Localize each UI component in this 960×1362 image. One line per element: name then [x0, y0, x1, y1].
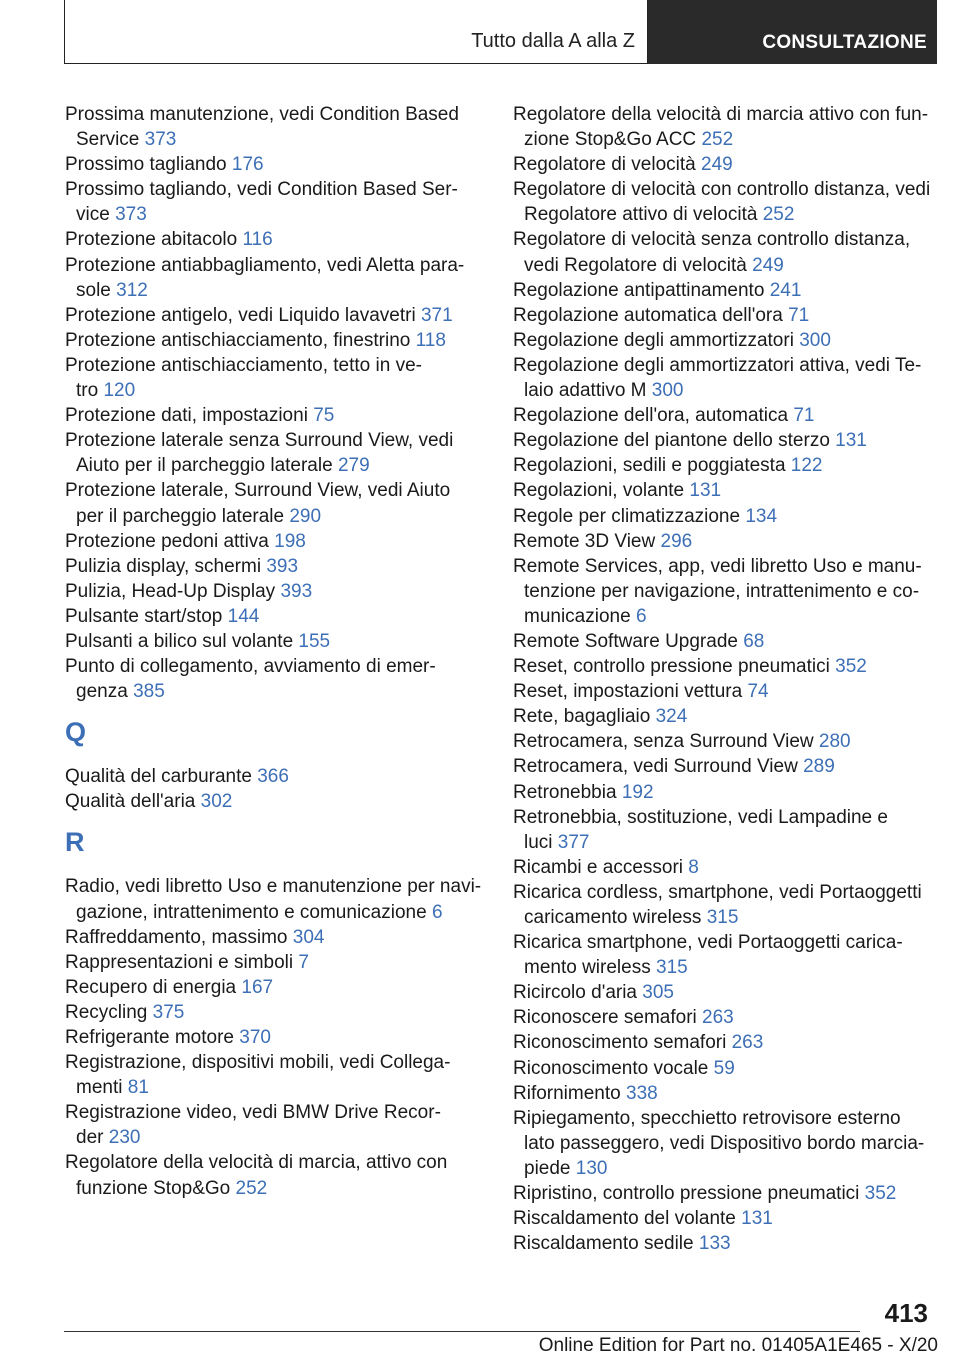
index-entry [65, 102, 477, 152]
index-entry-text: municazione [524, 605, 631, 627]
index-entry [513, 780, 933, 805]
index-entry [513, 1081, 933, 1106]
index-entry [513, 403, 933, 428]
index-entry [513, 654, 933, 679]
index-entry [65, 1000, 477, 1025]
index-entry [513, 679, 933, 704]
index-entry [513, 1181, 933, 1206]
footer-edition: Online Edition for Part no. 01405A1E465 - X/20 [538, 1335, 938, 1356]
index-entry-text: Prossima manutenzione, vedi Condition Based [65, 104, 459, 125]
index-entry [65, 604, 477, 629]
index-entry-text: piede [524, 1157, 571, 1179]
index-entry-text: Service [76, 129, 140, 151]
index-page-link[interactable]: 198 [274, 530, 306, 552]
index-entry [513, 1005, 933, 1030]
index-entry-text: Riconoscimento vocale [513, 1057, 709, 1079]
index-entry-text: zione Stop&Go ACC [524, 129, 697, 151]
index-entry [65, 579, 477, 604]
index-page-link[interactable]: 7 [298, 951, 309, 973]
index-entry-text: Riconoscimento semafori [513, 1032, 727, 1054]
index-entry [65, 328, 477, 353]
index-entry [65, 227, 477, 252]
index-page-link[interactable]: 263 [731, 1032, 764, 1054]
index-entry [65, 529, 477, 554]
index-page-link[interactable]: 144 [227, 605, 260, 627]
index-entry [513, 152, 933, 177]
index-entry [513, 177, 933, 227]
index-entry [513, 102, 933, 152]
index-entry [513, 227, 933, 277]
index-entry-text: Regolazione automatica dell'ora [513, 304, 783, 326]
index-entry-text: vedi Regolatore di velocità [524, 254, 747, 276]
index-entry-text: Recupero di energia [65, 976, 237, 998]
index-entry-text: Ricarica smartphone, vedi Portaoggetti carica- [513, 932, 903, 954]
index-page-link[interactable]: 131 [689, 480, 722, 502]
index-entry-text: Regolatore della velocità di marcia, attivo con [65, 1152, 448, 1174]
index-entry-text: Ricarica cordless, smartphone, vedi Portaoggetti [513, 881, 922, 903]
index-entry-text: vice [76, 204, 110, 226]
index-page-link[interactable]: 167 [241, 976, 274, 998]
index-entry-text: Retronebbia, sostituzione, vedi Lampadine e [513, 806, 888, 828]
index-entry-text: Registrazione video, vedi BMW Drive Recor- [65, 1102, 441, 1124]
index-page-link[interactable]: 6 [431, 901, 443, 923]
index-entry-text: luci [524, 831, 553, 853]
index-page-link[interactable]: 230 [108, 1127, 141, 1149]
index-page-link[interactable]: 118 [415, 329, 446, 351]
index-entry-text: Ripiegamento, specchietto retrovisore esterno [513, 1107, 901, 1129]
index-page-link[interactable]: 393 [280, 580, 313, 602]
index-entry-text: Raffreddamento, massimo [65, 926, 288, 948]
index-entry-text: Punto di collegamento, avviamento di emer- [65, 656, 436, 678]
index-page-link[interactable]: 289 [803, 756, 835, 778]
index-entry-text: tro [76, 380, 99, 402]
index-page-link[interactable]: 370 [239, 1027, 271, 1048]
page-header [0, 0, 960, 66]
index-entry-text: Protezione pedoni attiva [65, 530, 269, 552]
index-entry-text: Ripristino, controllo pressione pneumatici [513, 1183, 860, 1205]
index-entry [513, 729, 933, 754]
index-entry-text: Regolatore di velocità senza controllo distanza, [513, 229, 911, 251]
index-entry-text: Regolatore della velocità di marcia attivo con fun- [513, 104, 929, 125]
index-entry [65, 177, 477, 227]
page-number: 413 [884, 1298, 928, 1328]
index-entry-text: Recycling [65, 1001, 148, 1023]
index-column-left [65, 102, 482, 1201]
index-entry [65, 152, 477, 177]
index-page-link[interactable]: 263 [702, 1007, 734, 1029]
index-entry-text: Rifornimento [513, 1082, 621, 1104]
index-page-link[interactable]: 371 [420, 304, 453, 326]
index-entry-text: per il parcheggio laterale [76, 505, 285, 527]
index-page-link[interactable]: 59 [713, 1057, 735, 1079]
index-page-link[interactable]: 324 [655, 706, 688, 728]
index-entry [65, 975, 477, 1000]
index-page-link[interactable]: 131 [741, 1208, 773, 1230]
index-page-link[interactable]: 74 [747, 681, 769, 703]
index-entry [65, 874, 482, 924]
index-entry [513, 1206, 933, 1231]
index-entry [513, 855, 933, 880]
index-page-link[interactable]: 366 [257, 766, 289, 788]
index-entry [513, 1106, 933, 1181]
index-page-link[interactable]: 375 [152, 1001, 185, 1023]
index-page-link[interactable]: 71 [788, 304, 810, 326]
index-entry [513, 478, 933, 503]
index-entry-text: genza [76, 681, 128, 703]
index-entry-text: Protezione antigelo, vedi Liquido lavavetri [65, 304, 416, 326]
index-entry [513, 1056, 933, 1081]
index-entry [65, 764, 477, 789]
index-entry [513, 529, 933, 554]
index-page-link[interactable]: 304 [292, 926, 325, 948]
index-entry-text: caricamento wireless [524, 907, 702, 928]
index-page-link[interactable]: 192 [621, 781, 654, 803]
header-section-title: Tutto dalla A alla Z [471, 30, 635, 52]
index-entry [513, 453, 933, 478]
index-entry-text: menti [76, 1077, 123, 1099]
index-entry-text: Retrocamera, senza Surround View [513, 731, 814, 753]
index-entry-text: Protezione antiabbagliamento, vedi Aletta para- [65, 254, 465, 276]
index-letter-heading: R [65, 827, 85, 858]
index-page-link[interactable]: 393 [266, 555, 299, 577]
footer-rule [64, 1331, 860, 1332]
index-entry-text: Regolatore di velocità [513, 154, 696, 176]
index-entry-text: Protezione abitacolo [65, 229, 238, 251]
index-entry [65, 353, 477, 403]
index-entry-text: gazione, intrattenimento e comunicazione [76, 901, 427, 923]
index-page-link[interactable]: 249 [701, 154, 733, 176]
index-entry [65, 403, 477, 428]
index-entry-text: Qualità del carburante [65, 766, 252, 788]
index-page-link[interactable]: 81 [127, 1077, 149, 1099]
index-entry-text: lato passeggero, vedi Dispositivo bordo marcia- [524, 1132, 925, 1154]
index-entry-text: tenzione per navigazione, intrattenimento e co- [524, 580, 920, 602]
index-entry-text: Regolazione dell'ora, automatica [513, 405, 789, 427]
index-page-link[interactable]: 6 [635, 605, 647, 627]
index-entry-text: der [76, 1127, 104, 1149]
index-entry [513, 428, 933, 453]
index-page-link[interactable]: 120 [103, 380, 136, 402]
index-page-link[interactable]: 279 [337, 455, 370, 477]
index-entry-text: Rappresentazioni e simboli [65, 951, 294, 973]
index-page-link[interactable]: 315 [656, 957, 688, 979]
index-entry-text: Registrazione, dispositivi mobili, vedi Collega- [65, 1052, 451, 1074]
index-entry-text: Protezione laterale senza Surround View, vedi [65, 430, 454, 452]
index-entry-text: mento wireless [524, 957, 651, 979]
index-entry-text: Remote 3D View [513, 530, 656, 552]
index-entry-text: Ricircolo d'aria [513, 982, 638, 1004]
index-entry [513, 278, 933, 303]
index-entry-text: Regolazioni, sedili e poggiatesta [513, 455, 786, 477]
index-entry-text: Pulsante start/stop [65, 605, 223, 627]
index-entry [513, 1231, 933, 1256]
index-page-link[interactable]: 385 [133, 681, 165, 703]
index-entry-text: Retrocamera, vedi Surround View [513, 756, 798, 778]
index-entry-text: Prossimo tagliando, vedi Condition Based Ser- [65, 179, 458, 201]
index-page-link[interactable]: 377 [557, 831, 590, 853]
index-entry-text: Qualità dell'aria [65, 791, 196, 813]
header-section-box [64, 0, 648, 64]
index-entry-text: Riscaldamento sedile [513, 1233, 694, 1255]
index-entry [65, 303, 477, 328]
index-entry [65, 554, 477, 579]
index-entry-text: Protezione antischiacciamento, finestrino [65, 329, 411, 351]
index-page-link[interactable]: 290 [289, 505, 322, 527]
index-entry [513, 930, 933, 980]
index-page-link[interactable]: 302 [200, 791, 233, 813]
index-entry-text: Remote Services, app, vedi libretto Uso e manu- [513, 555, 922, 577]
index-entry [65, 1100, 477, 1150]
header-chapter-tab [648, 0, 937, 64]
index-entry [65, 253, 477, 303]
index-entry [65, 789, 477, 814]
index-page-link[interactable]: 8 [688, 856, 699, 878]
index-entry [513, 754, 933, 779]
index-page-link[interactable]: 352 [835, 656, 867, 678]
index-entry [513, 353, 933, 403]
index-page-link[interactable]: 280 [818, 731, 851, 753]
index-entry-text: sole [76, 279, 111, 301]
index-entry-text: Radio, vedi libretto Uso e manutenzione per navi- [65, 876, 482, 898]
index-entry-text: Prossimo tagliando [65, 154, 227, 176]
header-chapter-title: CONSULTAZIONE [762, 32, 927, 53]
index-entry-text: Aiuto per il parcheggio laterale [76, 455, 333, 477]
index-entry [513, 328, 933, 353]
index-page-link[interactable]: 373 [144, 129, 177, 151]
index-page-link[interactable]: 176 [231, 154, 264, 176]
index-entry [513, 303, 933, 328]
index-entry-text: Regolazione antipattinamento [513, 279, 765, 301]
index-entry [513, 504, 933, 529]
index-entry-text: Regolazione degli ammortizzatori attiva, vedi Te- [513, 354, 922, 376]
index-entry-text: Ricambi e accessori [513, 856, 683, 878]
index-letter-heading: Q [65, 717, 87, 748]
index-entry-text: Protezione antischiacciamento, tetto in ve- [65, 354, 422, 376]
index-entry-text: Retronebbia [513, 781, 617, 803]
index-page-link[interactable]: 352 [864, 1183, 897, 1205]
index-page-link[interactable]: 155 [298, 630, 331, 652]
index-entry-text: funzione Stop&Go [76, 1177, 231, 1199]
index-entry-text: Regolatore di velocità con controllo distanza, vedi [513, 179, 931, 201]
index-entry [65, 654, 477, 704]
index-page-link[interactable]: 338 [626, 1082, 658, 1104]
index-entry-text: laio adattivo M [524, 380, 647, 402]
index-entry [65, 1150, 477, 1200]
index-entry-text: Refrigerante motore [65, 1027, 234, 1048]
index-page-link[interactable]: 373 [115, 204, 147, 226]
index-entry-text: Reset, controllo pressione pneumatici [513, 656, 830, 678]
index-entry-text: Regolazione degli ammortizzatori [513, 329, 794, 351]
index-page-link[interactable]: 130 [575, 1157, 608, 1179]
index-page-link[interactable]: 305 [642, 982, 674, 1004]
index-page-link[interactable]: 315 [706, 907, 739, 928]
index-page-link[interactable]: 252 [762, 204, 795, 226]
index-page-link[interactable]: 75 [313, 405, 335, 427]
index-entry-text: Protezione laterale, Surround View, vedi Aiuto [65, 480, 451, 502]
index-entry-text: Remote Software Upgrade [513, 630, 738, 652]
index-page-link[interactable]: 71 [793, 405, 815, 427]
index-entry-text: Pulizia display, schermi [65, 555, 262, 577]
index-entry-text: Regolazioni, volante [513, 480, 685, 502]
index-entry [65, 925, 477, 950]
index-entry [65, 1025, 477, 1050]
index-entry-text: Pulsanti a bilico sul volante [65, 630, 294, 652]
index-entry-text: Protezione dati, impostazioni [65, 405, 308, 427]
index-entry [513, 805, 933, 855]
index-page-link[interactable]: 116 [242, 229, 273, 251]
index-page-link[interactable]: 300 [799, 329, 831, 351]
index-entry [65, 1050, 477, 1100]
index-column-right [513, 102, 933, 1256]
index-entry [513, 880, 933, 930]
index-entry-text: Riconoscere semafori [513, 1007, 697, 1029]
index-page-link[interactable]: 296 [660, 530, 693, 552]
index-page-link[interactable]: 131 [835, 430, 867, 452]
index-page-link[interactable]: 122 [790, 455, 823, 477]
index-entry-text: Pulizia, Head-Up Display [65, 580, 276, 602]
index-page-link[interactable]: 68 [743, 630, 765, 652]
index-entry [65, 428, 477, 478]
index-page-link[interactable]: 241 [769, 279, 802, 301]
index-entry-text: Reset, impostazioni vettura [513, 681, 743, 703]
index-page-link[interactable]: 300 [651, 380, 684, 402]
index-page-link[interactable]: 252 [701, 129, 734, 151]
index-entry-text: Regolatore attivo di velocità [524, 204, 758, 226]
index-entry [513, 554, 933, 629]
index-entry-text: Rete, bagagliaio [513, 706, 651, 728]
index-entry [513, 629, 933, 654]
index-page-link[interactable]: 249 [752, 254, 784, 276]
index-entry [513, 704, 933, 729]
index-entry-text: Regole per climatizzazione [513, 505, 741, 527]
index-page-link[interactable]: 134 [745, 505, 778, 527]
index-entry-text: Regolazione del piantone dello sterzo [513, 430, 830, 452]
index-page-link[interactable]: 252 [235, 1177, 268, 1199]
index-entry-text: Riscaldamento del volante [513, 1208, 736, 1230]
index-entry [65, 629, 477, 654]
index-entry [513, 1030, 933, 1055]
index-entry [513, 980, 933, 1005]
index-entry [65, 478, 477, 528]
index-page-link[interactable]: 133 [698, 1233, 731, 1255]
index-entry [65, 950, 477, 975]
index-page-link[interactable]: 312 [116, 279, 148, 301]
